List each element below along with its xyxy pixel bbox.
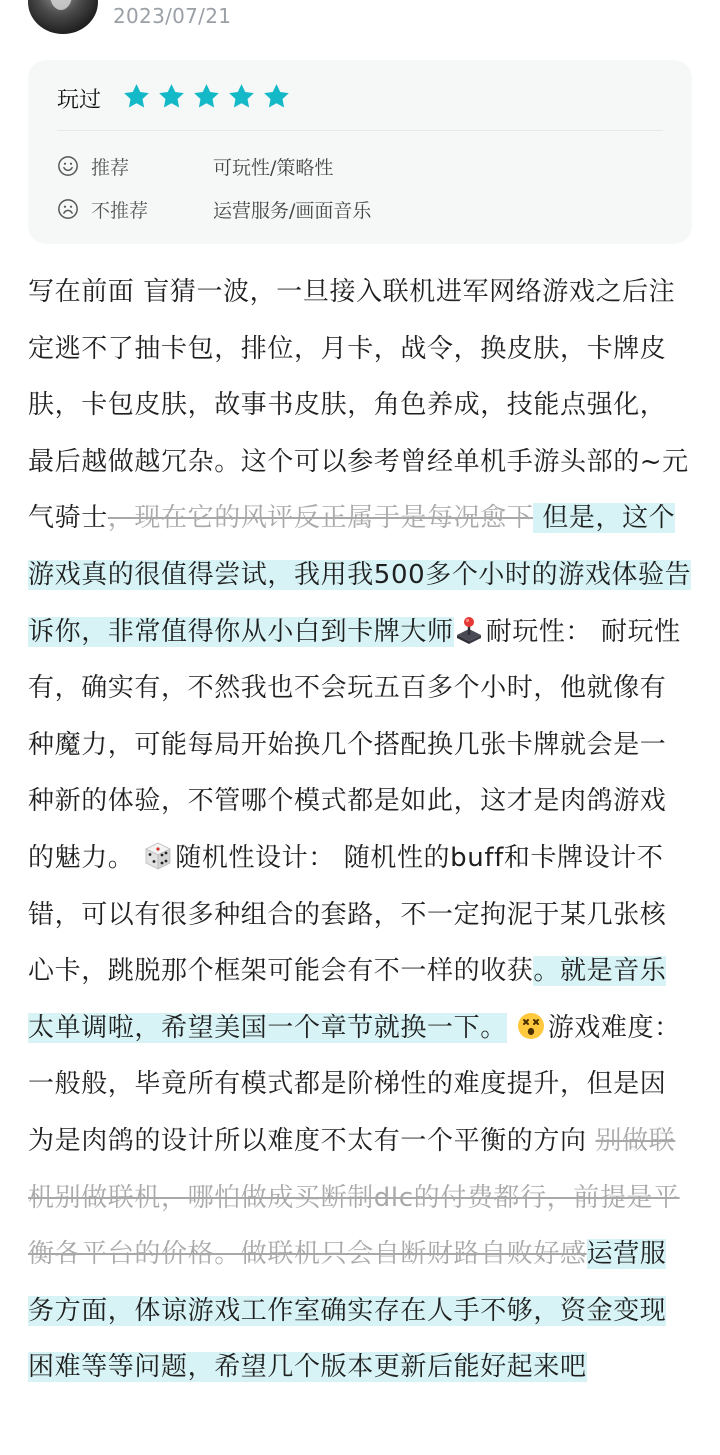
review-body (28, 264, 692, 1396)
strikethrough-text: 别做联机别做联机，哪怕做成买断制dlc的付费都行，前提是平衡各平台的价格。做联机只会自断财路自败好感 (28, 1125, 680, 1270)
star-icon (227, 82, 256, 111)
highlighted-text: 运营服务方面，体谅游戏工作室确实存在人手不够，资金变现困难等等问题，希望几个版本更新后能好起来吧 (28, 1239, 667, 1383)
post-date: 2023/07/21 (113, 4, 232, 28)
star-icon (262, 82, 291, 111)
review-paragraph (28, 264, 692, 1396)
highlighted-text: 但是，这个游戏真的很值得尝试，我用我500多个小时的游戏体验告诉你，非常值得你从小白到卡牌大师 (28, 503, 692, 647)
dice-icon (143, 841, 173, 871)
recommend-label: 推荐 (91, 156, 130, 179)
strikethrough-text: ，现在它的风评反正属于是每况愈下 (107, 503, 534, 534)
randomness-text: 随机性的buff和卡牌设计不错，可以有很多种组合的套路，不一定拘泥于某几张核心卡，跳脱那个框架可能会有不一样的收获 (28, 842, 667, 987)
rating-card (28, 60, 692, 244)
highlighted-text: 。就是音乐太单调啦，希望美国一个章节就换一下。 (28, 956, 667, 1043)
played-label: 玩过 (57, 88, 102, 113)
smile-face-icon (57, 155, 79, 177)
recommend-row (57, 152, 333, 180)
card-divider (57, 130, 663, 131)
star-icon (157, 82, 186, 111)
not-recommend-value: 运营服务/画面音乐 (213, 199, 372, 222)
joystick-icon (454, 615, 484, 645)
playability-title: 耐玩性： (485, 616, 593, 647)
star-icon (122, 82, 151, 111)
review-intro-text: 写在前面 盲猜一波，一旦接入联机进军网络游戏之后注定逃不了抽卡包，排位，月卡，战令，换皮肤，卡牌皮肤，卡包皮肤，故事书皮肤，角色养成，技能点强化，最后越做越冗杂。这个可以参考曾经单机手游头部的~元气骑士 (28, 277, 689, 534)
recommend-value: 可玩性/策略性 (213, 156, 334, 179)
playability-text: 耐玩性有，确实有，不然我也不会玩五百多个小时，他就像有种魔力，可能每局开始换几个搭配换几张卡牌就会是一种新的体验，不管哪个模式都是如此，这才是肉鸽游戏的魅力。 (28, 616, 681, 873)
difficulty-text: 一般般，毕竟所有模式都是阶梯性的难度提升，但是因为是肉鸽的设计所以难度不太有一个平衡的方向 (28, 1069, 667, 1156)
difficulty-title: 游戏难度： (547, 1012, 681, 1043)
frown-face-icon (57, 198, 79, 220)
star-rating (122, 82, 291, 111)
not-recommend-label: 不推荐 (91, 199, 149, 222)
star-icon (192, 82, 221, 111)
user-avatar[interactable] (28, 0, 98, 34)
randomness-title: 随机性设计： (175, 842, 335, 873)
not-recommend-row (57, 195, 371, 223)
dizzy-face-icon (516, 1011, 546, 1041)
